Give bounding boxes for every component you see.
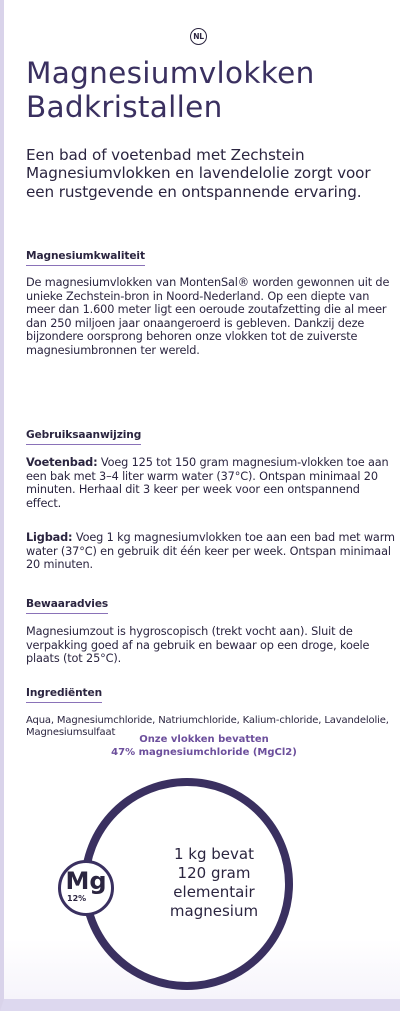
product-title xyxy=(26,56,394,124)
heading-storage: Bewaaradvies xyxy=(26,598,108,614)
title-line-1: Magnesiumvlokken xyxy=(26,56,315,90)
magnesium-circle-text xyxy=(144,845,284,921)
mg-percentage: 12% xyxy=(67,894,87,903)
full-bath-instructions: Voeg 1 kg magnesiumvlokken toe aan een bad met warm water (37°C) en gebruik dit één keer per week. Ontspan minimaal 20 minuten. xyxy=(26,531,395,572)
ingredients-text: Aqua, Magnesiumchloride, Natriumchloride, Kalium-chloride, Lavandelolie, Magnesiumsulfaat xyxy=(26,715,389,739)
magnesium-content-note xyxy=(26,733,382,759)
circle-line-2: 120 gram xyxy=(177,864,251,882)
foot-bath-label: Voetenbad: xyxy=(26,456,98,469)
note-line-1: Onze vlokken bevatten xyxy=(139,734,269,745)
mg-symbol: Mg xyxy=(65,867,107,895)
mg-element-badge xyxy=(58,860,114,916)
heading-magnesium-quality: Magnesiumkwaliteit xyxy=(26,250,145,266)
storage-text: Magnesiumzout is hygroscopisch (trekt vocht aan). Sluit de verpakking goed af na gebruik en bewaar op een droge, koele plaats (tot 25°C). xyxy=(26,625,370,666)
heading-ingredients: Ingrediënten xyxy=(26,687,102,703)
heading-usage: Gebruiksaanwijzing xyxy=(26,429,141,445)
language-badge xyxy=(190,28,207,45)
title-line-2: Badkristallen xyxy=(26,90,223,124)
quality-text: De magnesiumvlokken van MontenSal® worden gewonnen uit de unieke Zechstein-bron in Noord-Nederland. Op een diepte van meer dan 1.600 meter ligt een oeroude zoutafzetting die al meer dan 250 miljoen jaar onaangeroerd is gebleven. Dankzij deze bijzondere oorsprong behoren onze vlokken tot de zuiverste magnesiumbronnen ter wereld. xyxy=(26,276,390,357)
foot-bath-text xyxy=(26,456,396,510)
intro-text: Een bad of voetenbad met Zechstein Magnesiumvlokken en lavendelolie zorgt voor een rustgevende en ontspannende ervaring. xyxy=(26,146,371,201)
circle-line-4: magnesium xyxy=(169,902,259,920)
note-line-2: 47% magnesiumchloride (MgCl2) xyxy=(111,747,297,758)
language-code: NL xyxy=(193,32,204,41)
foot-bath-instructions: Voeg 125 tot 150 gram magnesium-vlokken toe aan een bak met 3–4 liter warm water (37°C). Ontspan minimaal 20 minuten. Herhaal dit 3 keer per week voor een ontspannend effect. xyxy=(26,456,389,510)
full-bath-text xyxy=(26,531,396,572)
circle-line-1: 1 kg bevat xyxy=(174,845,254,863)
full-bath-label: Ligbad: xyxy=(26,531,73,544)
circle-line-3: elementair xyxy=(173,883,255,901)
